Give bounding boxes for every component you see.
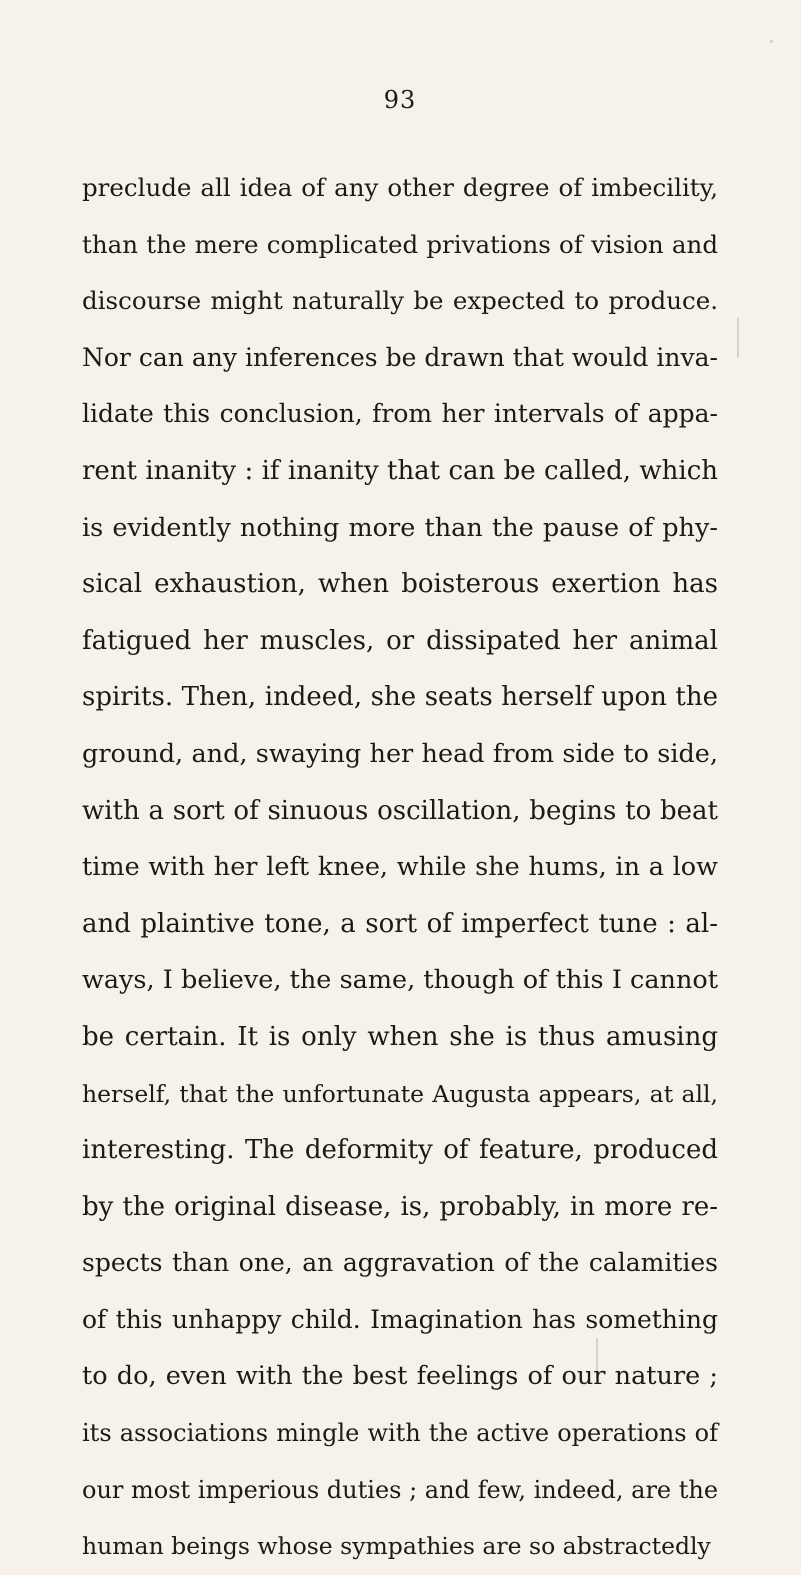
text-line: its associations mingle with the active operations of bbox=[82, 1419, 718, 1448]
text-line: spirits. Then, indeed, she seats herself upon the bbox=[82, 682, 718, 713]
text-line: ground, and, swaying her head from side to side, bbox=[82, 738, 718, 769]
text-line: rent inanity : if inanity that can be called, which bbox=[82, 455, 718, 486]
page-number: 93 bbox=[383, 86, 417, 114]
text-line: of this unhappy child. Imagination has something bbox=[82, 1304, 718, 1334]
text-line: with a sort of sinuous oscillation, begins to beat bbox=[82, 795, 718, 826]
text-line: Nor can any inferences be drawn that would inva- bbox=[82, 342, 718, 372]
text-line: spects than one, an aggravation of the calamities bbox=[82, 1248, 718, 1278]
paper-speck bbox=[770, 40, 773, 43]
text-line: be certain. It is only when she is thus amusing bbox=[82, 1021, 718, 1052]
text-line: is evidently nothing more than the pause of phy- bbox=[82, 512, 718, 543]
text-line: herself, that the unfortunate Augusta appears, at all, bbox=[82, 1079, 718, 1108]
text-line: preclude all idea of any other degree of imbecility, bbox=[82, 173, 718, 202]
text-line: sical exhaustion, when boisterous exertion has bbox=[82, 569, 718, 600]
text-line: human beings whose sympathies are so abstractedly bbox=[82, 1532, 711, 1561]
text-line: and plaintive tone, a sort of imperfect tune : al- bbox=[82, 908, 718, 939]
text-line: our most imperious duties ; and few, indeed, are the bbox=[82, 1475, 719, 1504]
text-line: to do, even with the best feelings of our nature ; bbox=[82, 1361, 718, 1392]
text-line: ways, I believe, the same, though of this I cannot bbox=[82, 965, 718, 996]
text-line: time with her left knee, while she hums, in a low bbox=[82, 852, 718, 883]
text-line: than the mere complicated privations of vision and bbox=[82, 229, 718, 259]
body-text bbox=[82, 160, 718, 1575]
paper-speck bbox=[737, 318, 739, 358]
text-line: interesting. The deformity of feature, produced bbox=[82, 1135, 718, 1166]
text-line: fatigued her muscles, or dissipated her animal bbox=[82, 625, 718, 656]
text-line: discourse might naturally be expected to produce. bbox=[82, 286, 718, 316]
text-line: lidate this conclusion, from her intervals of appa- bbox=[82, 399, 718, 429]
text-line: by the original disease, is, probably, in more re- bbox=[82, 1191, 718, 1222]
